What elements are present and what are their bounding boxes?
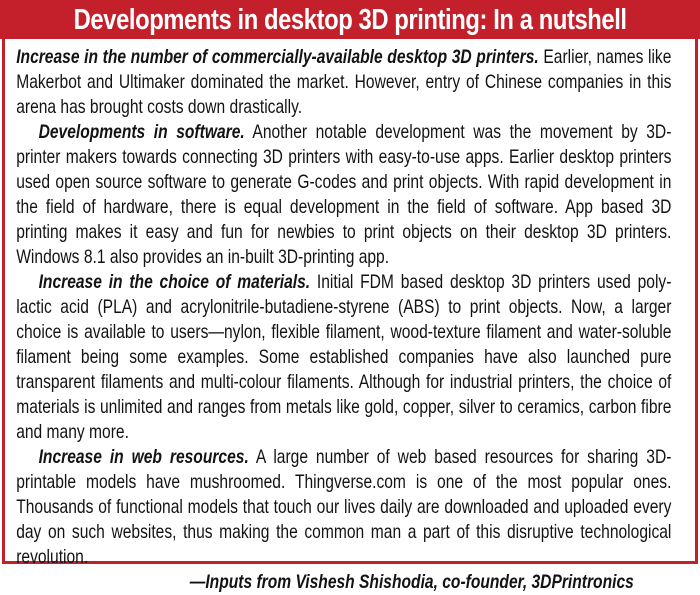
paragraph-text: Earlier, names like Makerbot and Ultimaker dominated the market. However, entry of Chinese companies in this arena has brought costs down drastically. (16, 46, 672, 118)
headline-bar (0, 0, 700, 39)
paragraph-lead: Increase in the choice of materials. (38, 271, 311, 293)
paragraph (16, 120, 671, 270)
paragraph (16, 445, 671, 570)
text-column (5, 45, 681, 595)
paragraph-text: Another notable development was the movement by 3D-printer makers towards connecting 3D printers with easy-to-use apps. Earlier desktop printers used open source software to generate G-codes and print objects. With rapid development in the field of hardware, there is equal development in the field of software. App based 3D printing makes it easy and fun for newbies to print objects on their desktop 3D printers. Windows 8.1 also provides an in-built 3D-printing app. (16, 121, 672, 268)
paragraph-text: Initial FDM based desktop 3D printers used poly-lactic acid (PLA) and acrylonitrile-butadiene-styrene (ABS) to print objects. Now, a larger choice is available to users—nylon, flexible filament, wood-texture filament and water-soluble filament being some examples. Some established companies have also launched pure transparent filaments and multi-colour filaments. Although for industrial printers, the choice of materials is unlimited and ranges from metals like gold, copper, silver to ceramics, carbon fibre and many more. (16, 271, 672, 443)
paragraph (16, 270, 671, 445)
paragraph (16, 45, 671, 120)
paragraph-lead: Increase in web resources. (38, 446, 249, 468)
byline: —Inputs from Vishesh Shishodia, co-founder, 3DPrintronics (189, 571, 634, 593)
headline: Developments in desktop 3D printing: In a nutshell (73, 4, 627, 36)
paragraph-lead: Developments in software. (38, 121, 245, 143)
paragraph-lead: Increase in the number of commercially-available desktop 3D printers. (16, 46, 539, 68)
article-body (2, 39, 698, 593)
paragraph-text: A large number of web based resources for sharing 3D-printable models have mushroomed. Thingverse.com is one of the most popular ones. Thousands of functional models that touch our lives daily are downloaded and uploaded every day on such websites, thus making the common man a part of this disruptive technological revolution. (16, 446, 672, 568)
